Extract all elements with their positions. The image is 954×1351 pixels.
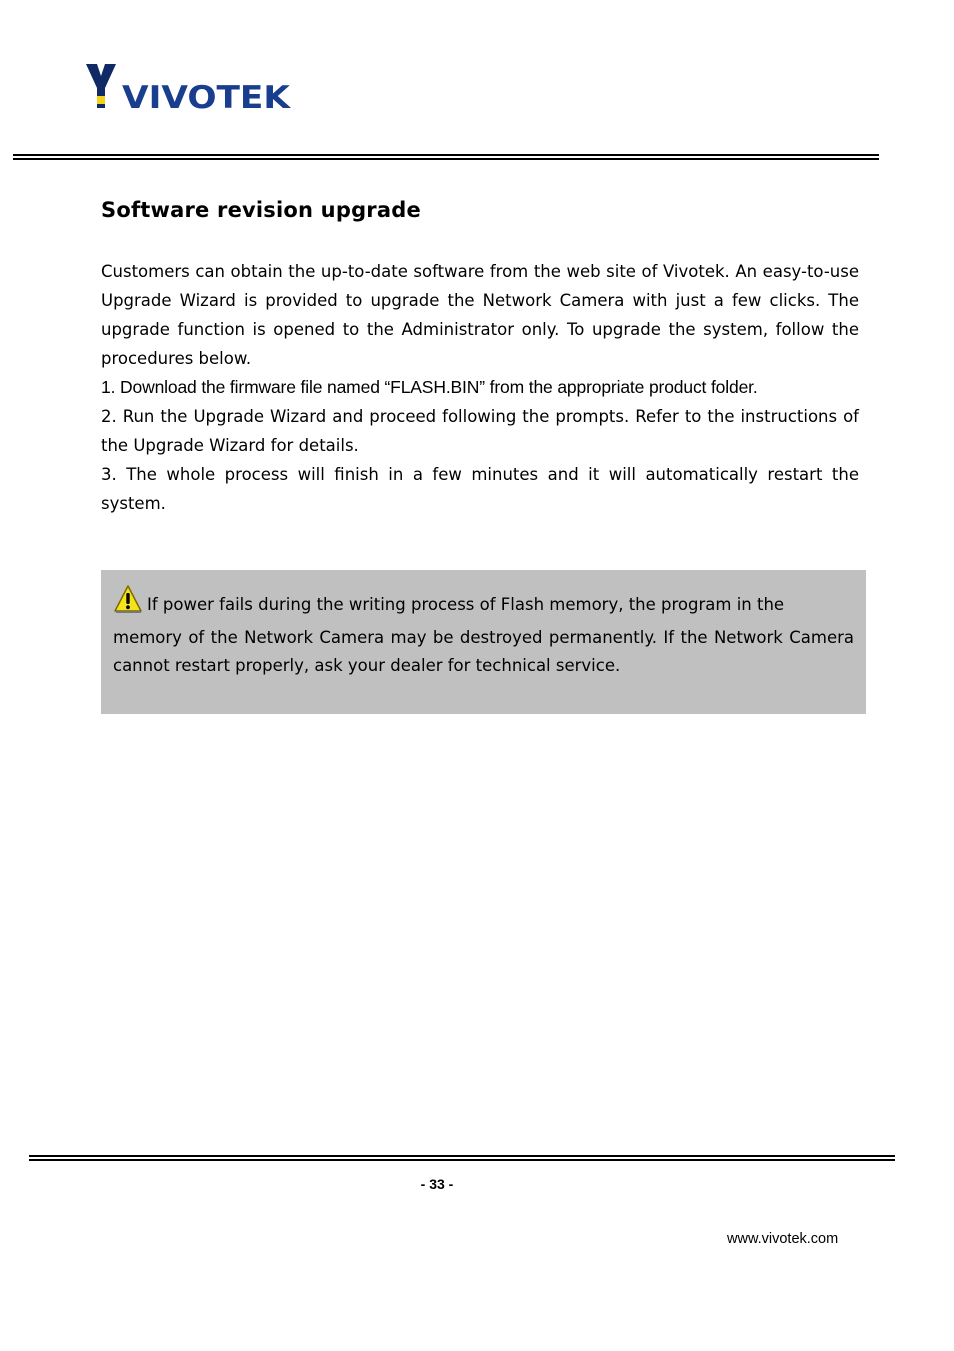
- footer-url: www.vivotek.com: [727, 1231, 839, 1247]
- warning-notice: [101, 570, 866, 714]
- section-body: [101, 257, 859, 518]
- section-title: Software revision upgrade: [101, 198, 421, 222]
- vivotek-logo-mark: [84, 62, 294, 114]
- warning-notice-first-line: [113, 584, 854, 624]
- warning-notice-text: [113, 584, 854, 680]
- warning-icon: [113, 584, 143, 614]
- header-divider: [13, 154, 879, 161]
- vivotek-logo: [84, 62, 294, 114]
- warning-notice-text-rest: memory of the Network Camera may be destroyed permanently. If the Network Camera cannot restart properly, ask your dealer for technical service.: [113, 628, 854, 675]
- step-3: 3. The whole process will finish in a few minutes and it will automatically restart the system.: [101, 465, 859, 513]
- logo-yellow-square: [97, 96, 105, 104]
- step-2: 2. Run the Upgrade Wizard and proceed following the prompts. Refer to the instructions of the Upgrade Wizard for details.: [101, 407, 859, 455]
- footer-divider: [29, 1155, 895, 1162]
- page-number: - 33 -: [420, 1176, 454, 1192]
- logo-wordmark: VIVOTEK: [122, 80, 292, 114]
- step-1: 1. Download the firmware file named “FLASH.BIN” from the appropriate product folder.: [101, 377, 758, 397]
- intro-paragraph: Customers can obtain the up-to-date software from the web site of Vivotek. An easy-to-use Upgrade Wizard is provided to upgrade the Network Camera with just a few clicks. The upgrade function is opened to the Administrator only. To upgrade the system, follow the procedures below.: [101, 262, 859, 368]
- warning-notice-text-first: If power fails during the writing process of Flash memory, the program in the: [147, 595, 785, 614]
